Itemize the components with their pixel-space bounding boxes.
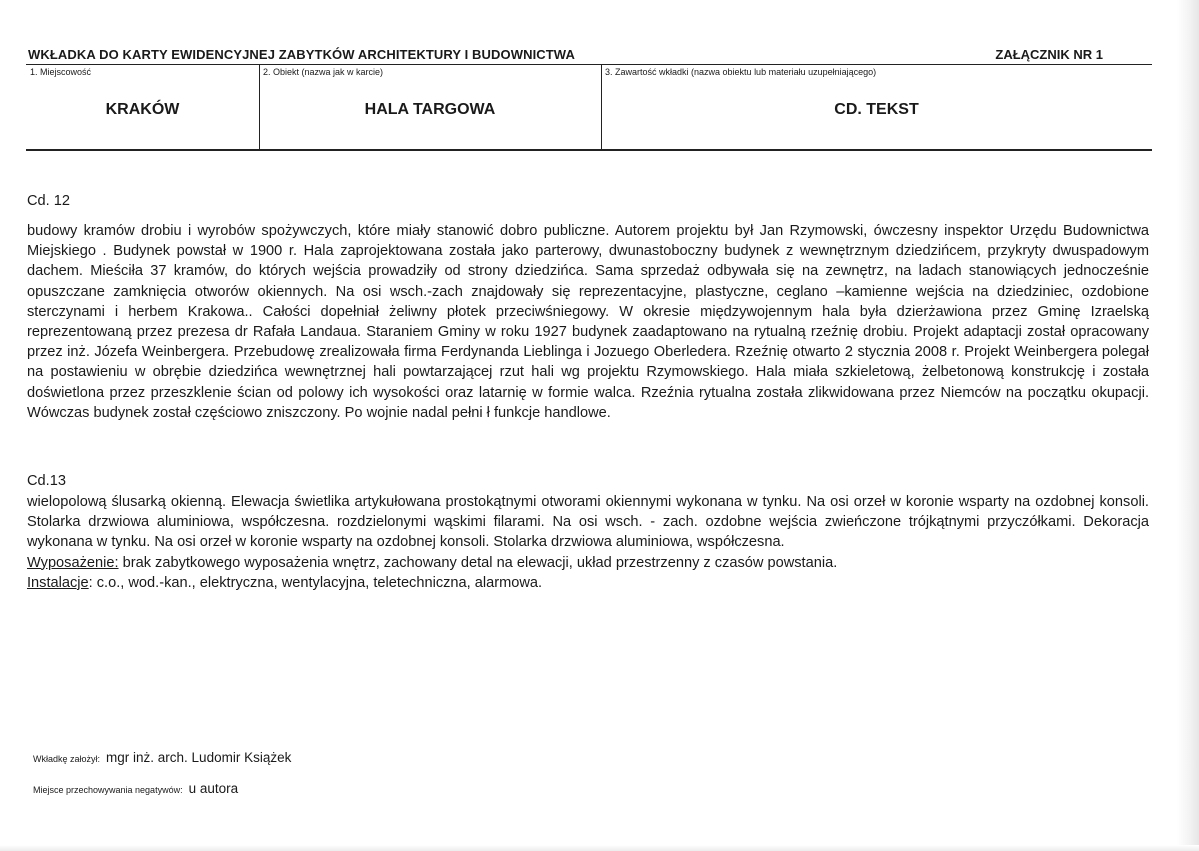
paragraph-cd12: budowy kramów drobiu i wyrobów spożywczych, które miały stanowić dobro publiczne. Autorem projektu był Jan Rzymowski, ówczesny inspektor Urzędu Budownictwa Miejskiego . Budynek powstał w 1900 r. Hala zaprojektowana została jako parterowy, dwunastoboczny budynek z wewnętrznym dziedzińcem, przykryty dwuspadowym dachem. Mieściła 37 kramów, do których wejścia prowadziły od strony dziedzińca. Sama sprzedaż odbywała się na zewnętrz, na ladach stanowiących jednocześnie opuszczane zamknięcia otworów okiennych. Na osi wsch.-zach znajdowały się reprezentacyjne, plastyczne, ceglano –kamienne wejścia na dziedziniec, ozdobione sterczynami i herbem Krakowa.. Całości dopełniał żeliwny płotek przeciwśniegowy. W okresie międzywojennym hala była dzierżawiona przez Gminę Izraelską reprezentowaną przez prezesa dr Rafała Landaua. Staraniem Gminy w roku 1927 budynek zaadaptowano na rytualną rzeźnię drobiu. Projekt adaptacji został opracowany przez inż. Józefa Weinbergera. Przebudowę zrealizowała firma Ferdynanda Lieblinga i Jozuego Oberledera. Rzeźnię otwarto 2 stycznia 2008 r. Projekt Weinbergera polegał na postawieniu w obrębie dziedzińca wewnętrznej hali powtarzającej rzut hali wg projektu Rzymowskiego. Hala miała szkieletową, żelbetonową konstrukcję i została doświetlona przez przeszklenie ścian od polowy ich wysokości oraz latarnię w formie walca. Rzeźnia rytualna została zlikwidowana przez Niemców na początku okupacji. Wówczas budynek został częściowo zniszczony. Po wojnie nadal pełni ł funkcje handlowe. [27,223,1149,421]
contents-label: 3. Zawartość wkładki (nazwa obiektu lub materiału uzupełniającego) [605,67,877,77]
header-bottom-rule [26,149,1152,151]
locality-label: 1. Miejscowość [30,67,92,77]
equipment-text: brak zabytkowego wyposażenia wnętrz, zachowany detal na elewacji, układ przestrzenny z czasów powstania. [118,554,838,571]
author-label: Wkładkę założył: [33,754,101,764]
section-cd13 [27,492,1149,593]
scan-edge-bottom [0,845,1199,851]
locality-value: KRAKÓW [105,101,180,118]
installations-line [27,573,1149,593]
document-title: WKŁADKA DO KARTY EWIDENCYJNEJ ZABYTKÓW ARCHITEKTURY I BUDOWNICTWA [28,47,575,62]
equipment-line [27,553,1149,573]
author-line [33,749,291,767]
annex-number: ZAŁĄCZNIK NR 1 [995,47,1103,62]
scan-edge-right [1177,0,1199,851]
object-label: 2. Obiekt (nazwa jak w karcie) [263,67,384,77]
negatives-line [33,780,238,798]
object-value: HALA TARGOWA [364,101,496,118]
equipment-label: Wyposażenie: [27,554,119,571]
section-cd12 [27,221,1149,423]
negatives-label: Miejsce przechowywania negatywów: [33,785,183,795]
section-label-cd12: Cd. 12 [27,193,70,209]
installations-text: : c.o., wod.-kan., elektryczna, wentylacyjna, teletechniczna, alarmowa. [88,574,543,591]
paragraph-cd13: wielopolową ślusarką okienną. Elewacja świetlika artykułowana prostokątnymi otworami okiennymi wykonana w tynku. Na osi orzeł w koronie wsparty na ozdobnej konsoli. Stolarka drzwiowa aluminiowa, współczesna. rozdzielonymi wąskimi filarami. Na osi wsch. - zach. ozdobne wejścia zwieńczone trójkątnymi przyczółkami. Dekoracja wykonana w tynku. Na osi orzeł w koronie wsparty na ozdobnej konsoli. Stolarka drzwiowa aluminiowa, współczesna. [27,494,1149,551]
contents-value: CD. TEKST [834,101,919,118]
installations-label: Instalacje [27,574,89,591]
header-top-rule [26,64,1152,65]
negatives-value: u autora [188,781,239,796]
section-label-cd13: Cd.13 [27,473,66,489]
author-value: mgr inż. arch. Ludomir Książek [106,750,292,765]
